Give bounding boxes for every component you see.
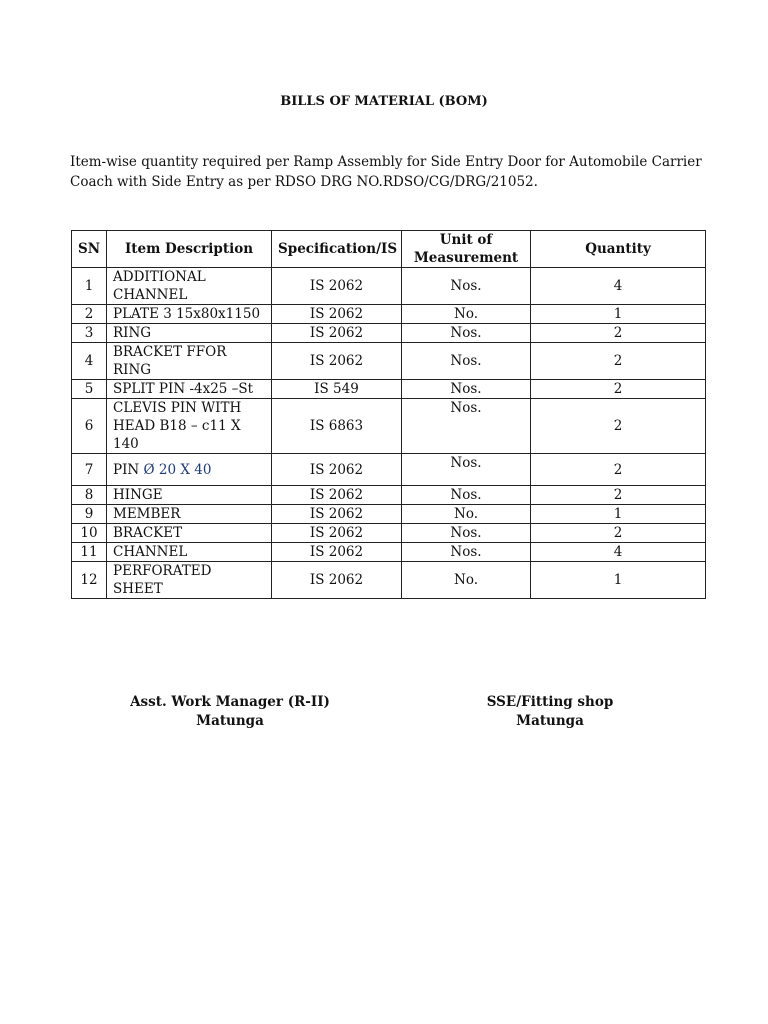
cell-quantity: 2 — [531, 399, 706, 454]
cell-specification: IS 2062 — [272, 562, 402, 599]
signature-block-right — [430, 693, 670, 731]
cell-unit: Nos. — [402, 380, 531, 399]
cell-quantity: 4 — [531, 543, 706, 562]
bom-table-header — [72, 231, 706, 268]
cell-sn: 7 — [72, 454, 107, 486]
header-item-description: Item Description — [107, 231, 272, 268]
table-row — [72, 524, 706, 543]
cell-quantity: 2 — [531, 343, 706, 380]
table-row — [72, 343, 706, 380]
cell-quantity: 4 — [531, 268, 706, 305]
cell-item-description: CLEVIS PIN WITH HEAD B18 – c11 X 140 — [107, 399, 272, 454]
header-quantity: Quantity — [531, 231, 706, 268]
cell-specification: IS 549 — [272, 380, 402, 399]
table-row — [72, 454, 706, 486]
signatory-role: Asst. Work Manager (R-II) — [130, 694, 330, 710]
cell-unit: Nos. — [402, 486, 531, 505]
table-row — [72, 324, 706, 343]
table-row — [72, 305, 706, 324]
signatory-place: Matunga — [196, 713, 264, 729]
item-diameter-text: Ø 20 X 40 — [143, 461, 212, 478]
cell-quantity: 2 — [531, 454, 706, 486]
table-row — [72, 399, 706, 454]
cell-quantity: 1 — [531, 305, 706, 324]
table-row — [72, 268, 706, 305]
cell-quantity: 2 — [531, 324, 706, 343]
cell-specification: IS 2062 — [272, 305, 402, 324]
cell-unit: Nos. — [402, 454, 531, 486]
cell-item-description: CHANNEL — [107, 543, 272, 562]
bom-table — [71, 230, 706, 599]
cell-sn: 5 — [72, 380, 107, 399]
cell-quantity: 2 — [531, 524, 706, 543]
cell-sn: 6 — [72, 399, 107, 454]
cell-sn: 2 — [72, 305, 107, 324]
cell-unit: Nos. — [402, 524, 531, 543]
cell-specification: IS 2062 — [272, 324, 402, 343]
signature-block-left — [110, 693, 350, 731]
cell-quantity: 1 — [531, 562, 706, 599]
cell-unit: Nos. — [402, 399, 531, 454]
cell-quantity: 2 — [531, 380, 706, 399]
cell-item-description: BRACKET — [107, 524, 272, 543]
cell-sn: 1 — [72, 268, 107, 305]
header-unit-of-measurement: Unit of Measurement — [402, 231, 531, 268]
cell-unit: No. — [402, 505, 531, 524]
cell-specification: IS 6863 — [272, 399, 402, 454]
cell-item-description: BRACKET FFOR RING — [107, 343, 272, 380]
cell-sn: 3 — [72, 324, 107, 343]
cell-unit: No. — [402, 305, 531, 324]
cell-item-description: RING — [107, 324, 272, 343]
item-text: PIN — [113, 461, 144, 478]
cell-specification: IS 2062 — [272, 543, 402, 562]
cell-unit: Nos. — [402, 324, 531, 343]
bom-table-body — [72, 268, 706, 599]
table-row — [72, 380, 706, 399]
cell-specification: IS 2062 — [272, 505, 402, 524]
cell-item-description: HINGE — [107, 486, 272, 505]
table-row — [72, 505, 706, 524]
cell-specification: IS 2062 — [272, 486, 402, 505]
cell-item-description — [107, 454, 272, 486]
cell-unit: Nos. — [402, 343, 531, 380]
cell-sn: 9 — [72, 505, 107, 524]
cell-sn: 8 — [72, 486, 107, 505]
cell-item-description: ADDITIONAL CHANNEL — [107, 268, 272, 305]
header-row — [72, 231, 706, 268]
cell-sn: 11 — [72, 543, 107, 562]
cell-specification: IS 2062 — [272, 524, 402, 543]
cell-item-description: MEMBER — [107, 505, 272, 524]
cell-quantity: 2 — [531, 486, 706, 505]
header-sn: SN — [72, 231, 107, 268]
cell-unit: No. — [402, 562, 531, 599]
header-specification: Specification/IS — [272, 231, 402, 268]
cell-unit: Nos. — [402, 543, 531, 562]
cell-sn: 12 — [72, 562, 107, 599]
intro-paragraph: Item-wise quantity required per Ramp Assembly for Side Entry Door for Automobile Carrier Coach with Side Entry as per RDSO DRG NO.RDSO/CG/DRG/21052. — [70, 154, 702, 190]
cell-item-description: SPLIT PIN -4x25 –St — [107, 380, 272, 399]
cell-sn: 10 — [72, 524, 107, 543]
cell-sn: 4 — [72, 343, 107, 380]
table-row — [72, 562, 706, 599]
cell-item-description: PLATE 3 15x80x1150 — [107, 305, 272, 324]
signatory-place: Matunga — [516, 713, 584, 729]
document-title: BILLS OF MATERIAL (BOM) — [280, 94, 488, 109]
table-row — [72, 543, 706, 562]
table-row — [72, 486, 706, 505]
cell-quantity: 1 — [531, 505, 706, 524]
signatory-role: SSE/Fitting shop — [486, 694, 614, 710]
cell-unit: Nos. — [402, 268, 531, 305]
cell-specification: IS 2062 — [272, 268, 402, 305]
cell-item-description: PERFORATED SHEET — [107, 562, 272, 599]
cell-specification: IS 2062 — [272, 343, 402, 380]
cell-specification: IS 2062 — [272, 454, 402, 486]
